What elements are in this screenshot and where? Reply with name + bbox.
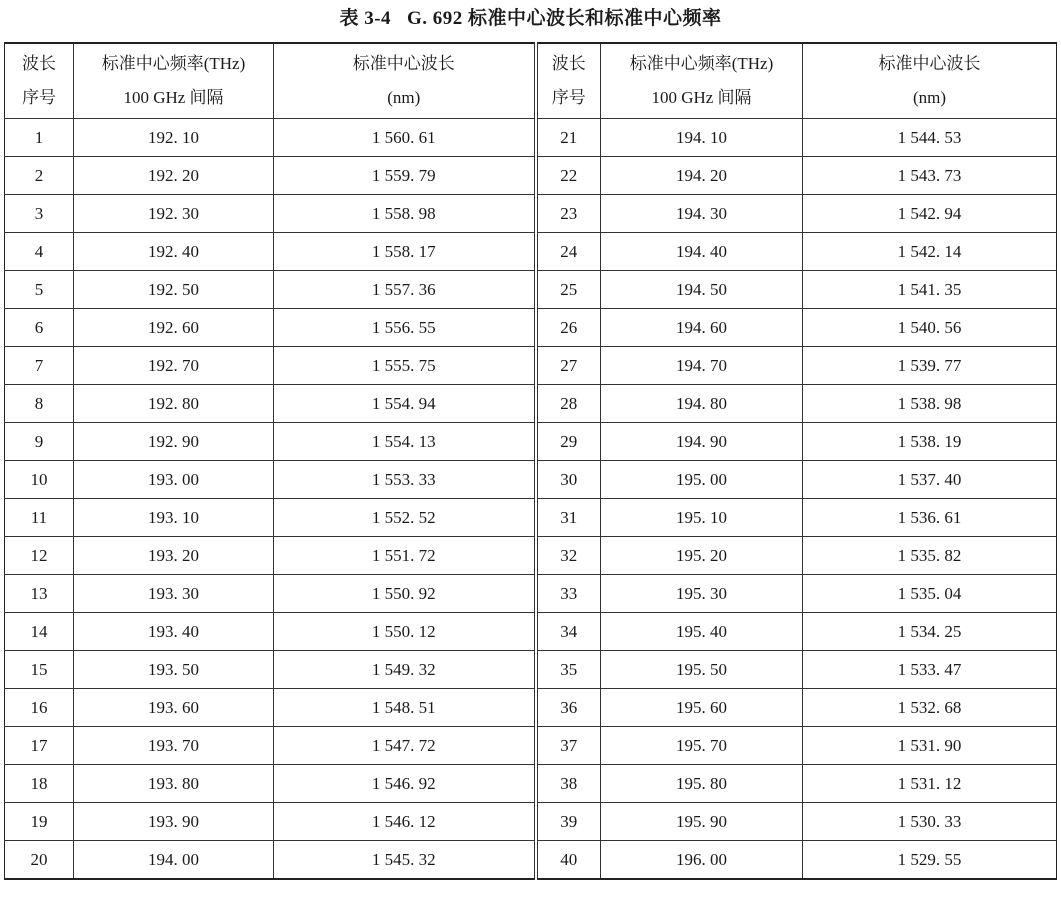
wl-right-cell: 1 529. 55 — [803, 841, 1057, 880]
freq-right-cell: 195. 30 — [601, 575, 803, 613]
wl-right-cell: 1 539. 77 — [803, 347, 1057, 385]
freq-right-cell: 194. 90 — [601, 423, 803, 461]
freq-left-cell: 193. 10 — [74, 499, 274, 537]
table-row — [5, 461, 1057, 499]
seq-right-cell: 25 — [536, 271, 601, 309]
table-row — [5, 765, 1057, 803]
table-row — [5, 689, 1057, 727]
seq-left-cell: 4 — [5, 233, 74, 271]
freq-right-cell: 194. 60 — [601, 309, 803, 347]
header-seq-right: 波长 序号 — [536, 43, 601, 119]
freq-right-cell: 194. 80 — [601, 385, 803, 423]
table-row — [5, 651, 1057, 689]
seq-left-cell: 6 — [5, 309, 74, 347]
wl-left-cell: 1 557. 36 — [274, 271, 536, 309]
table-number: 表 3-4 — [339, 8, 392, 29]
wl-right-cell: 1 538. 98 — [803, 385, 1057, 423]
seq-right-cell: 37 — [536, 727, 601, 765]
wl-left-cell: 1 550. 92 — [274, 575, 536, 613]
wl-right-cell: 1 531. 12 — [803, 765, 1057, 803]
seq-right-cell: 32 — [536, 537, 601, 575]
wl-right-cell: 1 538. 19 — [803, 423, 1057, 461]
seq-left-cell: 11 — [5, 499, 74, 537]
freq-right-cell: 195. 40 — [601, 613, 803, 651]
freq-left-cell: 192. 60 — [74, 309, 274, 347]
freq-left-cell: 193. 40 — [74, 613, 274, 651]
seq-left-cell: 5 — [5, 271, 74, 309]
freq-left-cell: 192. 30 — [74, 195, 274, 233]
wl-left-cell: 1 550. 12 — [274, 613, 536, 651]
wl-left-cell: 1 553. 33 — [274, 461, 536, 499]
table-row — [5, 841, 1057, 880]
wl-right-cell: 1 530. 33 — [803, 803, 1057, 841]
wl-left-cell: 1 545. 32 — [274, 841, 536, 880]
seq-right-cell: 26 — [536, 309, 601, 347]
seq-right-cell: 30 — [536, 461, 601, 499]
wl-left-cell: 1 549. 32 — [274, 651, 536, 689]
table-title: G. 692 标准中心波长和标准中心频率 — [407, 8, 722, 29]
header-wl-right: 标准中心波长 (nm) — [803, 43, 1057, 119]
wl-right-cell: 1 540. 56 — [803, 309, 1057, 347]
seq-right-cell: 27 — [536, 347, 601, 385]
freq-left-cell: 192. 80 — [74, 385, 274, 423]
seq-right-cell: 35 — [536, 651, 601, 689]
header-wl-left: 标准中心波长 (nm) — [274, 43, 536, 119]
seq-left-cell: 16 — [5, 689, 74, 727]
table-row — [5, 309, 1057, 347]
seq-left-cell: 15 — [5, 651, 74, 689]
table-row — [5, 385, 1057, 423]
freq-left-cell: 193. 20 — [74, 537, 274, 575]
freq-left-cell: 194. 00 — [74, 841, 274, 880]
wl-left-cell: 1 559. 79 — [274, 157, 536, 195]
wl-right-cell: 1 537. 40 — [803, 461, 1057, 499]
table-row — [5, 347, 1057, 385]
seq-right-cell: 23 — [536, 195, 601, 233]
wl-right-cell: 1 535. 82 — [803, 537, 1057, 575]
seq-left-cell: 13 — [5, 575, 74, 613]
wl-left-cell: 1 554. 94 — [274, 385, 536, 423]
table-row — [5, 727, 1057, 765]
freq-left-cell: 193. 80 — [74, 765, 274, 803]
wavelength-frequency-table — [4, 42, 1057, 880]
seq-right-cell: 33 — [536, 575, 601, 613]
table-row — [5, 499, 1057, 537]
freq-right-cell: 194. 10 — [601, 119, 803, 157]
freq-right-cell: 194. 50 — [601, 271, 803, 309]
seq-left-cell: 3 — [5, 195, 74, 233]
seq-right-cell: 22 — [536, 157, 601, 195]
wl-left-cell: 1 558. 98 — [274, 195, 536, 233]
seq-right-cell: 40 — [536, 841, 601, 880]
seq-left-cell: 7 — [5, 347, 74, 385]
seq-right-cell: 28 — [536, 385, 601, 423]
table-row — [5, 537, 1057, 575]
freq-right-cell: 195. 50 — [601, 651, 803, 689]
seq-right-cell: 34 — [536, 613, 601, 651]
freq-left-cell: 192. 90 — [74, 423, 274, 461]
wl-right-cell: 1 543. 73 — [803, 157, 1057, 195]
seq-right-cell: 21 — [536, 119, 601, 157]
freq-right-cell: 194. 20 — [601, 157, 803, 195]
freq-left-cell: 193. 60 — [74, 689, 274, 727]
seq-right-cell: 38 — [536, 765, 601, 803]
table-row — [5, 233, 1057, 271]
header-seq-left: 波长 序号 — [5, 43, 74, 119]
seq-right-cell: 36 — [536, 689, 601, 727]
freq-left-cell: 192. 50 — [74, 271, 274, 309]
freq-right-cell: 195. 60 — [601, 689, 803, 727]
wl-left-cell: 1 546. 92 — [274, 765, 536, 803]
freq-right-cell: 195. 10 — [601, 499, 803, 537]
seq-left-cell: 8 — [5, 385, 74, 423]
header-freq-right: 标准中心频率(THz) 100 GHz 间隔 — [601, 43, 803, 119]
wl-left-cell: 1 546. 12 — [274, 803, 536, 841]
freq-right-cell: 194. 70 — [601, 347, 803, 385]
freq-right-cell: 195. 70 — [601, 727, 803, 765]
freq-left-cell: 193. 30 — [74, 575, 274, 613]
freq-right-cell: 196. 00 — [601, 841, 803, 880]
seq-left-cell: 9 — [5, 423, 74, 461]
wl-left-cell: 1 560. 61 — [274, 119, 536, 157]
header-freq-left: 标准中心频率(THz) 100 GHz 间隔 — [74, 43, 274, 119]
freq-left-cell: 193. 70 — [74, 727, 274, 765]
wl-right-cell: 1 542. 94 — [803, 195, 1057, 233]
freq-left-cell: 192. 70 — [74, 347, 274, 385]
freq-left-cell: 192. 20 — [74, 157, 274, 195]
freq-right-cell: 195. 20 — [601, 537, 803, 575]
seq-left-cell: 14 — [5, 613, 74, 651]
freq-left-cell: 192. 10 — [74, 119, 274, 157]
wl-right-cell: 1 544. 53 — [803, 119, 1057, 157]
seq-right-cell: 29 — [536, 423, 601, 461]
header-row — [5, 43, 1057, 119]
wl-right-cell: 1 536. 61 — [803, 499, 1057, 537]
wl-left-cell: 1 547. 72 — [274, 727, 536, 765]
table-row — [5, 613, 1057, 651]
seq-right-cell: 31 — [536, 499, 601, 537]
table-row — [5, 423, 1057, 461]
table-row — [5, 803, 1057, 841]
table-row — [5, 119, 1057, 157]
freq-left-cell: 193. 50 — [74, 651, 274, 689]
freq-left-cell: 193. 90 — [74, 803, 274, 841]
seq-left-cell: 19 — [5, 803, 74, 841]
freq-right-cell: 194. 40 — [601, 233, 803, 271]
table-row — [5, 575, 1057, 613]
wl-left-cell: 1 555. 75 — [274, 347, 536, 385]
wl-right-cell: 1 534. 25 — [803, 613, 1057, 651]
seq-left-cell: 10 — [5, 461, 74, 499]
wl-left-cell: 1 548. 51 — [274, 689, 536, 727]
freq-right-cell: 194. 30 — [601, 195, 803, 233]
seq-left-cell: 18 — [5, 765, 74, 803]
seq-right-cell: 39 — [536, 803, 601, 841]
seq-right-cell: 24 — [536, 233, 601, 271]
wl-left-cell: 1 552. 52 — [274, 499, 536, 537]
freq-right-cell: 195. 00 — [601, 461, 803, 499]
table-caption — [0, 4, 1061, 34]
freq-right-cell: 195. 80 — [601, 765, 803, 803]
wl-right-cell: 1 532. 68 — [803, 689, 1057, 727]
seq-left-cell: 2 — [5, 157, 74, 195]
seq-left-cell: 20 — [5, 841, 74, 880]
wl-right-cell: 1 533. 47 — [803, 651, 1057, 689]
wl-right-cell: 1 541. 35 — [803, 271, 1057, 309]
wl-left-cell: 1 558. 17 — [274, 233, 536, 271]
wl-right-cell: 1 531. 90 — [803, 727, 1057, 765]
seq-left-cell: 12 — [5, 537, 74, 575]
wl-left-cell: 1 554. 13 — [274, 423, 536, 461]
seq-left-cell: 17 — [5, 727, 74, 765]
wl-left-cell: 1 556. 55 — [274, 309, 536, 347]
freq-left-cell: 192. 40 — [74, 233, 274, 271]
table-row — [5, 195, 1057, 233]
freq-right-cell: 195. 90 — [601, 803, 803, 841]
wl-right-cell: 1 535. 04 — [803, 575, 1057, 613]
wl-left-cell: 1 551. 72 — [274, 537, 536, 575]
freq-left-cell: 193. 00 — [74, 461, 274, 499]
table-row — [5, 271, 1057, 309]
wl-right-cell: 1 542. 14 — [803, 233, 1057, 271]
table-row — [5, 157, 1057, 195]
seq-left-cell: 1 — [5, 119, 74, 157]
